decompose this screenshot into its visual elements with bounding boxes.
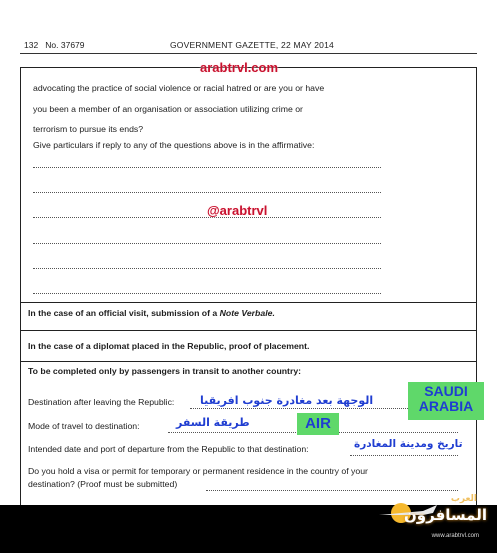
section-divider <box>21 302 476 303</box>
page-header <box>20 38 477 56</box>
note-verbale: Note Verbale. <box>219 308 275 318</box>
answer-line[interactable] <box>33 293 381 294</box>
visa-question-line-2: destination? (Proof must be submitted) <box>28 479 178 489</box>
logo-url: www.arabtrvl.com <box>431 533 479 539</box>
destination-label: Destination after leaving the Republic: <box>28 397 175 407</box>
answer-line[interactable] <box>33 243 381 244</box>
section-divider <box>21 330 476 331</box>
gazette-title: GOVERNMENT GAZETTE, 22 MAY 2014 <box>170 40 334 50</box>
visa-question-line-1: Do you hold a visa or permit for temporary or permanent residence in the country of your <box>28 466 368 476</box>
question-line-3: terrorism to pursue its ends? <box>33 124 144 134</box>
official-visit-text <box>28 308 275 319</box>
mode-label: Mode of travel to destination: <box>28 421 140 431</box>
destination-field[interactable] <box>190 408 408 409</box>
section-divider <box>21 361 476 362</box>
site-watermark: arabtrvl.com <box>200 60 279 75</box>
logo-main-text: المسافرون <box>403 506 487 524</box>
answer-line[interactable] <box>33 268 381 269</box>
intended-field[interactable] <box>350 455 458 456</box>
handle-watermark: @arabtrvl <box>207 203 268 218</box>
destination-arabic-note: الوجهة بعد مغادرة جنوب افريقيا <box>200 394 374 407</box>
transit-heading: To be completed only by passengers in transit to another country: <box>28 366 302 376</box>
question-line-4: Give particulars if reply to any of the questions above is in the affirmative: <box>33 140 315 150</box>
answer-line[interactable] <box>33 167 381 168</box>
air-highlight: AIR <box>297 413 339 435</box>
question-line-2: you been a member of an organisation or association utilizing crime or <box>33 104 303 114</box>
answer-line[interactable] <box>33 192 381 193</box>
official-visit-label: In the case of an official visit, submission of a <box>28 308 220 318</box>
saudi-arabia-highlight: SAUDI ARABIA <box>408 382 484 420</box>
page-no: 132 <box>24 40 39 50</box>
diplomat-text: In the case of a diplomat placed in the Republic, proof of placement. <box>28 341 310 351</box>
question-line-1: advocating the practice of social violence or racial hatred or are you or have <box>33 83 325 93</box>
logo-top-text: العرب <box>450 494 477 504</box>
date-arabic-note: تاريخ ومدينة المغادرة <box>354 438 463 450</box>
page-number <box>24 40 85 50</box>
issue-number: No. 37679 <box>45 40 85 50</box>
mode-arabic-note: طريقة السفر <box>176 416 250 429</box>
intended-label: Intended date and port of departure from the Republic to that destination: <box>28 444 309 454</box>
header-rule <box>20 53 477 54</box>
